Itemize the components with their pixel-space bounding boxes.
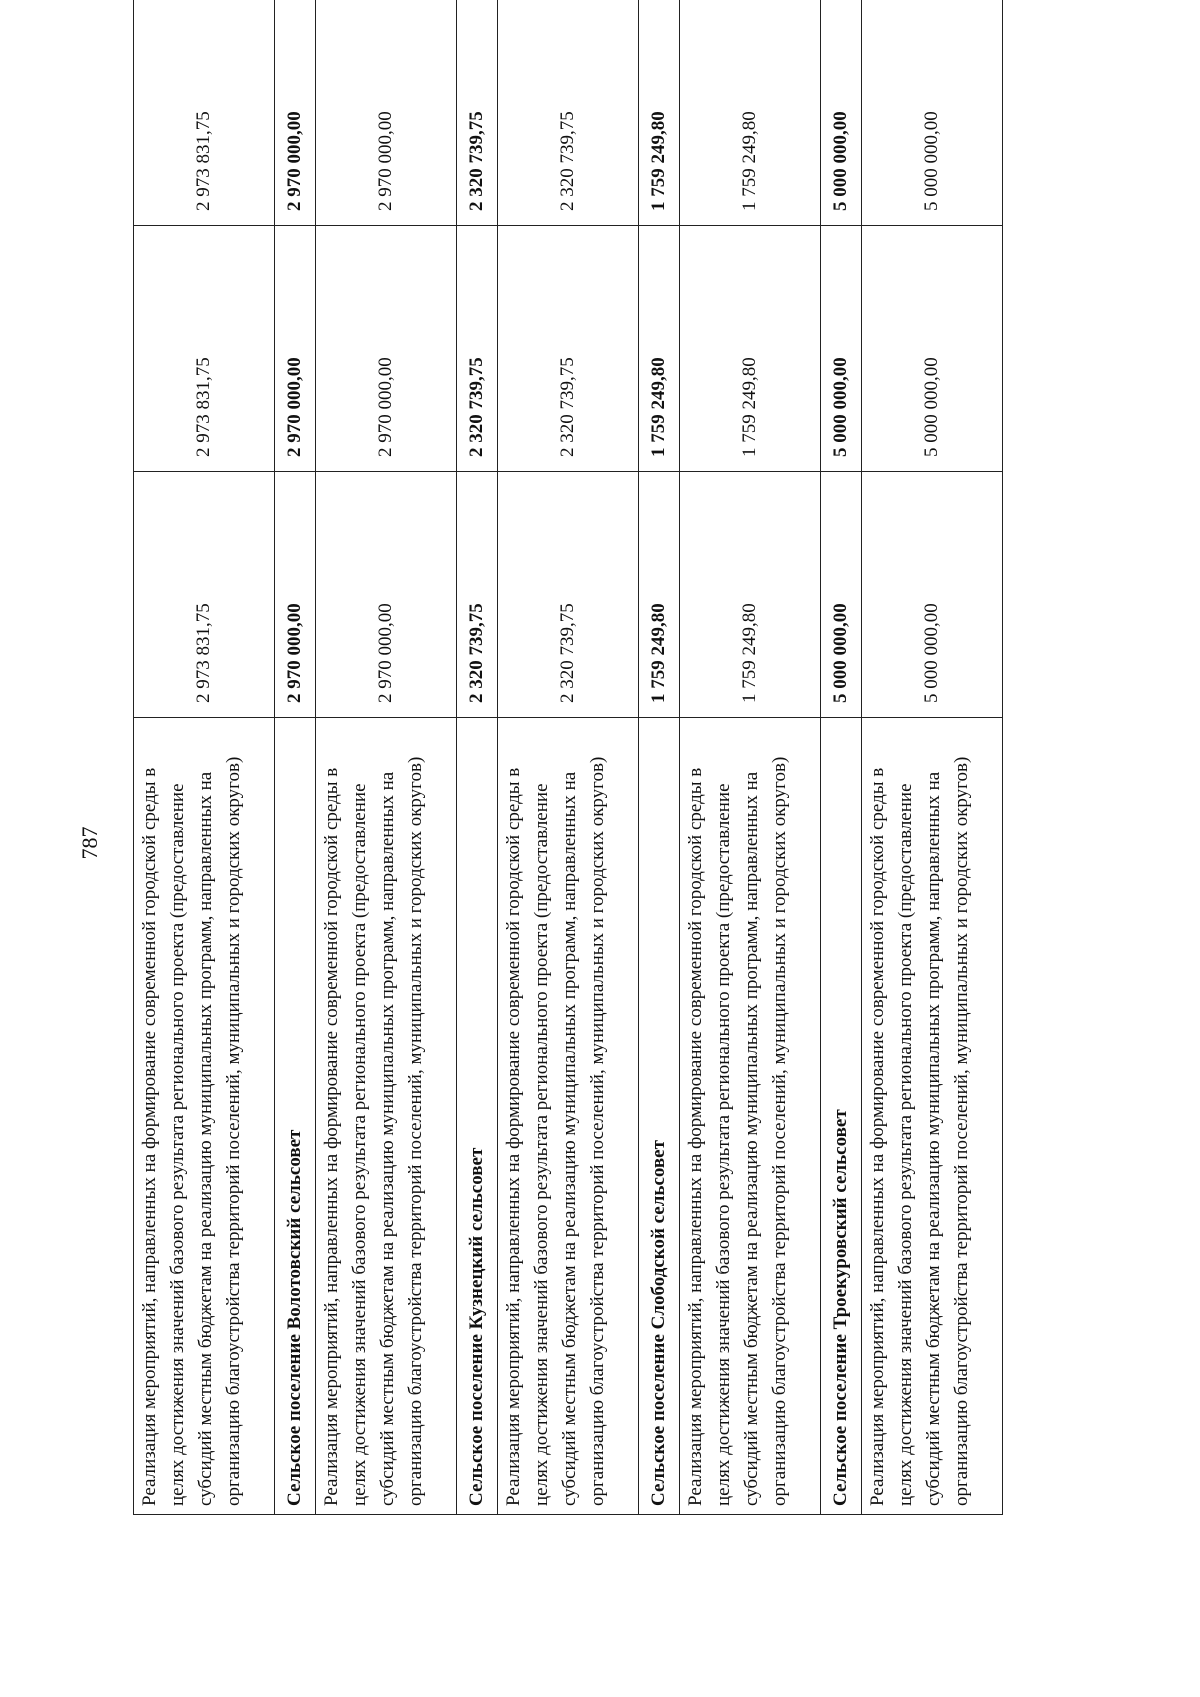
table-row: [134, 0, 275, 1515]
value-col-3: 2 320 739,75: [498, 0, 639, 226]
value-col-2: 2 970 000,00: [316, 226, 457, 472]
table-row: [274, 0, 315, 1515]
value-col-1: 2 973 831,75: [134, 472, 275, 718]
value-col-2: 1 759 249,80: [680, 226, 821, 472]
row-description: Сельское поселение Троекуровский сельсовет: [820, 718, 861, 1515]
row-description: Реализация мероприятий, направленных на формирование современной городской среды в целях достижения значений базового результата регионального проекта (предоставление субсидий местным бюджетам на реализацию муниципальных программ, направленных на организацию благоустройства территорий поселений, муниципальных и городских округов): [134, 718, 275, 1515]
value-col-3: 2 973 831,75: [134, 0, 275, 226]
table-container: [133, 65, 1003, 1515]
value-col-1: 1 759 249,80: [680, 472, 821, 718]
table-row: [862, 0, 1003, 1515]
table-row: [498, 0, 639, 1515]
page-number: 787: [77, 826, 102, 860]
value-col-2: 2 320 739,75: [456, 226, 497, 472]
value-col-1: 1 759 249,80: [638, 472, 679, 718]
value-col-3: 2 970 000,00: [316, 0, 457, 226]
value-col-1: 2 320 739,75: [456, 472, 497, 718]
row-description: Реализация мероприятий, направленных на формирование современной городской среды в целях достижения значений базового результата регионального проекта (предоставление субсидий местным бюджетам на реализацию муниципальных программ, направленных на организацию благоустройства территорий поселений, муниципальных и городских округов): [680, 718, 821, 1515]
value-col-2: 5 000 000,00: [820, 226, 861, 472]
row-description: Реализация мероприятий, направленных на формирование современной городской среды в целях достижения значений базового результата регионального проекта (предоставление субсидий местным бюджетам на реализацию муниципальных программ, направленных на организацию благоустройства территорий поселений, муниципальных и городских округов): [862, 718, 1003, 1515]
value-col-3: 1 759 249,80: [680, 0, 821, 226]
value-col-2: 2 320 739,75: [498, 226, 639, 472]
value-col-3: 5 000 000,00: [820, 0, 861, 226]
value-col-1: 5 000 000,00: [862, 472, 1003, 718]
row-description: Реализация мероприятий, направленных на формирование современной городской среды в целях достижения значений базового результата регионального проекта (предоставление субсидий местным бюджетам на реализацию муниципальных программ, направленных на организацию благоустройства территорий поселений, муниципальных и городских округов): [498, 718, 639, 1515]
row-description: Сельское поселение Кузнецкий сельсовет: [456, 718, 497, 1515]
table-row: [638, 0, 679, 1515]
row-description: Реализация мероприятий, направленных на формирование современной городской среды в целях достижения значений базового результата регионального проекта (предоставление субсидий местным бюджетам на реализацию муниципальных программ, направленных на организацию благоустройства территорий поселений, муниципальных и городских округов): [316, 718, 457, 1515]
value-col-3: 5 000 000,00: [862, 0, 1003, 226]
value-col-1: 2 970 000,00: [316, 472, 457, 718]
row-description: Сельское поселение Слободской сельсовет: [638, 718, 679, 1515]
value-col-1: 2 320 739,75: [498, 472, 639, 718]
table-row: [680, 0, 821, 1515]
value-col-1: 2 970 000,00: [274, 472, 315, 718]
value-col-2: 1 759 249,80: [638, 226, 679, 472]
value-col-3: 2 320 739,75: [456, 0, 497, 226]
table-row: [456, 0, 497, 1515]
budget-table: [133, 0, 1003, 1515]
value-col-2: 2 970 000,00: [274, 226, 315, 472]
table-row: [316, 0, 457, 1515]
table-row: [820, 0, 861, 1515]
row-description: Сельское поселение Волотовский сельсовет: [274, 718, 315, 1515]
value-col-3: 1 759 249,80: [638, 0, 679, 226]
value-col-2: 2 973 831,75: [134, 226, 275, 472]
value-col-3: 2 970 000,00: [274, 0, 315, 226]
value-col-2: 5 000 000,00: [862, 226, 1003, 472]
value-col-1: 5 000 000,00: [820, 472, 861, 718]
